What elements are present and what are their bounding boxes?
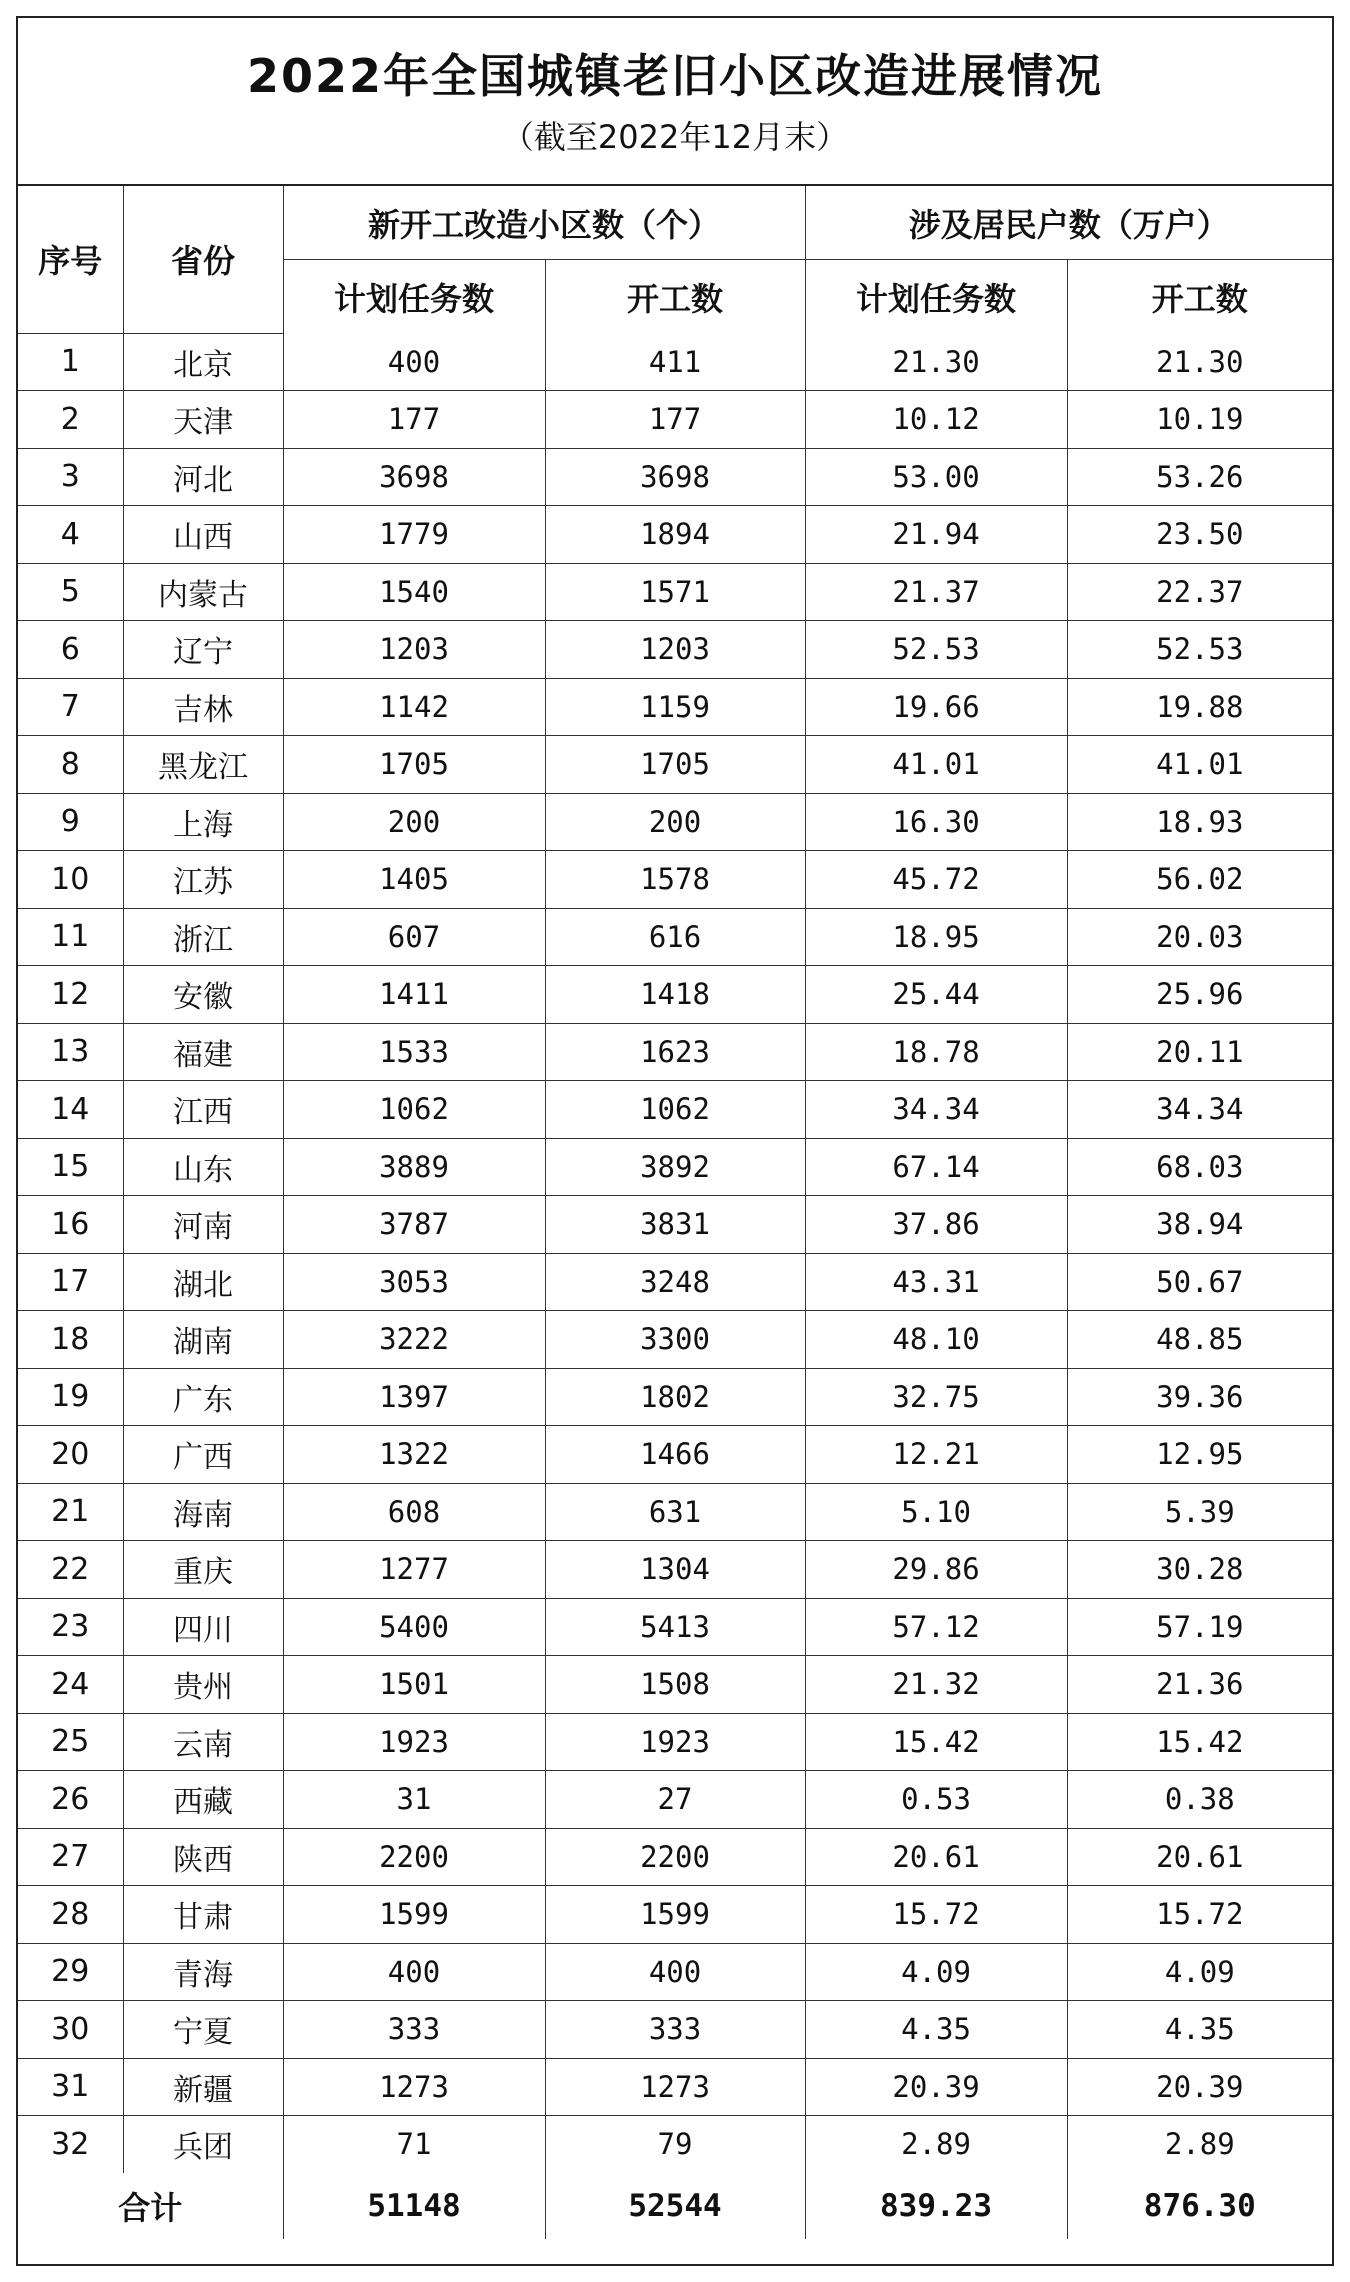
table-row — [18, 1253, 1332, 1311]
cell-plan-communities: 1923 — [283, 1713, 545, 1771]
cell-index: 27 — [18, 1828, 123, 1886]
cell-province: 河南 — [123, 1196, 283, 1254]
cell-plan-communities: 1501 — [283, 1656, 545, 1714]
cell-started-households: 15.72 — [1067, 1886, 1332, 1944]
header-communities-plan: 计划任务数 — [283, 260, 545, 334]
cell-started-communities: 1508 — [545, 1656, 805, 1714]
cell-started-households: 4.09 — [1067, 1943, 1332, 2001]
cell-started-communities: 3248 — [545, 1253, 805, 1311]
cell-plan-households: 67.14 — [805, 1138, 1067, 1196]
cell-plan-communities: 607 — [283, 908, 545, 966]
table-row — [18, 2001, 1332, 2059]
cell-plan-communities: 5400 — [283, 1598, 545, 1656]
cell-plan-households: 48.10 — [805, 1311, 1067, 1369]
cell-plan-households: 0.53 — [805, 1771, 1067, 1829]
cell-plan-communities: 608 — [283, 1483, 545, 1541]
cell-plan-communities: 177 — [283, 391, 545, 449]
cell-started-households: 25.96 — [1067, 966, 1332, 1024]
cell-province: 辽宁 — [123, 621, 283, 679]
cell-started-communities: 1923 — [545, 1713, 805, 1771]
cell-started-communities: 1304 — [545, 1541, 805, 1599]
cell-started-households: 20.11 — [1067, 1023, 1332, 1081]
cell-plan-households: 20.61 — [805, 1828, 1067, 1886]
cell-started-communities: 27 — [545, 1771, 805, 1829]
cell-started-communities: 3892 — [545, 1138, 805, 1196]
cell-province: 新疆 — [123, 2058, 283, 2116]
cell-index: 15 — [18, 1138, 123, 1196]
cell-province: 甘肃 — [123, 1886, 283, 1944]
cell-province: 四川 — [123, 1598, 283, 1656]
cell-province: 贵州 — [123, 1656, 283, 1714]
cell-plan-communities: 333 — [283, 2001, 545, 2059]
cell-plan-households: 43.31 — [805, 1253, 1067, 1311]
cell-index: 31 — [18, 2058, 123, 2116]
cell-started-communities: 616 — [545, 908, 805, 966]
cell-plan-communities: 400 — [283, 1943, 545, 2001]
cell-started-households: 48.85 — [1067, 1311, 1332, 1369]
cell-started-households: 52.53 — [1067, 621, 1332, 679]
cell-started-households: 68.03 — [1067, 1138, 1332, 1196]
cell-started-communities: 411 — [545, 333, 805, 391]
cell-plan-communities: 1203 — [283, 621, 545, 679]
cell-index: 26 — [18, 1771, 123, 1829]
cell-index: 12 — [18, 966, 123, 1024]
table-row — [18, 1081, 1332, 1139]
cell-started-communities: 1159 — [545, 678, 805, 736]
cell-started-households: 57.19 — [1067, 1598, 1332, 1656]
cell-plan-households: 5.10 — [805, 1483, 1067, 1541]
table-row — [18, 851, 1332, 909]
cell-index: 10 — [18, 851, 123, 909]
cell-started-communities: 1578 — [545, 851, 805, 909]
table-row — [18, 1943, 1332, 2001]
header-households-group: 涉及居民户数（万户） — [805, 186, 1332, 260]
table-row — [18, 1023, 1332, 1081]
cell-plan-households: 15.42 — [805, 1713, 1067, 1771]
cell-plan-communities: 1533 — [283, 1023, 545, 1081]
cell-province: 广东 — [123, 1368, 283, 1426]
cell-started-communities: 79 — [545, 2116, 805, 2173]
cell-started-communities: 1705 — [545, 736, 805, 794]
cell-province: 北京 — [123, 333, 283, 391]
table-row — [18, 1138, 1332, 1196]
report-sheet — [16, 16, 1334, 2266]
cell-index: 13 — [18, 1023, 123, 1081]
cell-started-households: 38.94 — [1067, 1196, 1332, 1254]
cell-province: 上海 — [123, 793, 283, 851]
cell-plan-communities: 1779 — [283, 506, 545, 564]
table-row — [18, 736, 1332, 794]
cell-started-households: 10.19 — [1067, 391, 1332, 449]
cell-index: 7 — [18, 678, 123, 736]
cell-province: 天津 — [123, 391, 283, 449]
cell-index: 30 — [18, 2001, 123, 2059]
cell-province: 吉林 — [123, 678, 283, 736]
cell-index: 29 — [18, 1943, 123, 2001]
cell-started-communities: 200 — [545, 793, 805, 851]
cell-index: 5 — [18, 563, 123, 621]
cell-index: 2 — [18, 391, 123, 449]
cell-index: 11 — [18, 908, 123, 966]
table-row — [18, 1598, 1332, 1656]
cell-started-households: 2.89 — [1067, 2116, 1332, 2173]
cell-started-households: 22.37 — [1067, 563, 1332, 621]
cell-province: 山东 — [123, 1138, 283, 1196]
cell-province: 内蒙古 — [123, 563, 283, 621]
cell-index: 21 — [18, 1483, 123, 1541]
cell-plan-households: 45.72 — [805, 851, 1067, 909]
total-plan-households: 839.23 — [805, 2173, 1067, 2239]
cell-plan-households: 4.09 — [805, 1943, 1067, 2001]
cell-plan-communities: 1062 — [283, 1081, 545, 1139]
table-row — [18, 908, 1332, 966]
table-row — [18, 2058, 1332, 2116]
cell-started-communities: 2200 — [545, 1828, 805, 1886]
table-row — [18, 1828, 1332, 1886]
cell-index: 28 — [18, 1886, 123, 1944]
cell-plan-communities: 1322 — [283, 1426, 545, 1484]
cell-started-households: 4.35 — [1067, 2001, 1332, 2059]
cell-plan-communities: 3698 — [283, 448, 545, 506]
cell-started-households: 50.67 — [1067, 1253, 1332, 1311]
cell-province: 青海 — [123, 1943, 283, 2001]
cell-province: 宁夏 — [123, 2001, 283, 2059]
cell-started-households: 34.34 — [1067, 1081, 1332, 1139]
table-row — [18, 333, 1332, 391]
cell-plan-communities: 3889 — [283, 1138, 545, 1196]
cell-province: 浙江 — [123, 908, 283, 966]
table-row — [18, 563, 1332, 621]
cell-province: 重庆 — [123, 1541, 283, 1599]
table-row — [18, 621, 1332, 679]
table-row — [18, 1771, 1332, 1829]
cell-plan-communities: 1277 — [283, 1541, 545, 1599]
total-plan-communities: 51148 — [283, 2173, 545, 2239]
header-communities-started: 开工数 — [545, 260, 805, 334]
table-row — [18, 1713, 1332, 1771]
cell-province: 福建 — [123, 1023, 283, 1081]
cell-plan-communities: 1599 — [283, 1886, 545, 1944]
cell-started-households: 18.93 — [1067, 793, 1332, 851]
cell-plan-communities: 400 — [283, 333, 545, 391]
cell-started-households: 20.39 — [1067, 2058, 1332, 2116]
cell-index: 6 — [18, 621, 123, 679]
cell-plan-communities: 1405 — [283, 851, 545, 909]
cell-started-households: 20.03 — [1067, 908, 1332, 966]
cell-province: 云南 — [123, 1713, 283, 1771]
cell-index: 17 — [18, 1253, 123, 1311]
cell-plan-households: 21.32 — [805, 1656, 1067, 1714]
cell-plan-households: 25.44 — [805, 966, 1067, 1024]
cell-plan-households: 57.12 — [805, 1598, 1067, 1656]
cell-plan-communities: 3787 — [283, 1196, 545, 1254]
cell-plan-households: 2.89 — [805, 2116, 1067, 2173]
cell-started-communities: 1802 — [545, 1368, 805, 1426]
cell-started-communities: 1894 — [545, 506, 805, 564]
cell-started-households: 30.28 — [1067, 1541, 1332, 1599]
cell-province: 西藏 — [123, 1771, 283, 1829]
total-label: 合计 — [18, 2173, 283, 2239]
cell-index: 9 — [18, 793, 123, 851]
cell-started-communities: 3300 — [545, 1311, 805, 1369]
cell-started-households: 19.88 — [1067, 678, 1332, 736]
cell-plan-households: 20.39 — [805, 2058, 1067, 2116]
cell-province: 江西 — [123, 1081, 283, 1139]
cell-plan-households: 4.35 — [805, 2001, 1067, 2059]
cell-index: 32 — [18, 2116, 123, 2173]
cell-plan-households: 41.01 — [805, 736, 1067, 794]
cell-index: 19 — [18, 1368, 123, 1426]
cell-started-communities: 1203 — [545, 621, 805, 679]
cell-started-communities: 3831 — [545, 1196, 805, 1254]
table-row — [18, 1656, 1332, 1714]
table-row — [18, 1311, 1332, 1369]
cell-plan-communities: 1705 — [283, 736, 545, 794]
cell-started-households: 5.39 — [1067, 1483, 1332, 1541]
cell-index: 18 — [18, 1311, 123, 1369]
table-row — [18, 2116, 1332, 2173]
cell-plan-communities: 1540 — [283, 563, 545, 621]
header-index: 序号 — [18, 186, 123, 333]
cell-started-households: 20.61 — [1067, 1828, 1332, 1886]
cell-plan-communities: 1397 — [283, 1368, 545, 1426]
cell-started-communities: 1571 — [545, 563, 805, 621]
cell-started-communities: 631 — [545, 1483, 805, 1541]
cell-plan-households: 15.72 — [805, 1886, 1067, 1944]
cell-started-communities: 3698 — [545, 448, 805, 506]
cell-province: 广西 — [123, 1426, 283, 1484]
cell-plan-households: 19.66 — [805, 678, 1067, 736]
cell-plan-households: 12.21 — [805, 1426, 1067, 1484]
cell-province: 黑龙江 — [123, 736, 283, 794]
cell-province: 湖北 — [123, 1253, 283, 1311]
cell-index: 8 — [18, 736, 123, 794]
cell-plan-communities: 1273 — [283, 2058, 545, 2116]
table-row — [18, 1426, 1332, 1484]
cell-index: 4 — [18, 506, 123, 564]
cell-started-communities: 1599 — [545, 1886, 805, 1944]
cell-started-communities: 177 — [545, 391, 805, 449]
cell-index: 24 — [18, 1656, 123, 1714]
cell-started-communities: 400 — [545, 1943, 805, 2001]
table-row — [18, 793, 1332, 851]
cell-started-households: 21.36 — [1067, 1656, 1332, 1714]
cell-plan-households: 21.94 — [805, 506, 1067, 564]
table-row — [18, 448, 1332, 506]
cell-province: 安徽 — [123, 966, 283, 1024]
table-row — [18, 1886, 1332, 1944]
cell-index: 1 — [18, 333, 123, 391]
total-row — [18, 2173, 1332, 2239]
cell-province: 河北 — [123, 448, 283, 506]
cell-plan-communities: 1142 — [283, 678, 545, 736]
page-title: 2022年全国城镇老旧小区改造进展情况 — [246, 49, 1104, 103]
cell-plan-households: 32.75 — [805, 1368, 1067, 1426]
cell-started-communities: 1623 — [545, 1023, 805, 1081]
cell-started-communities: 1418 — [545, 966, 805, 1024]
cell-province: 山西 — [123, 506, 283, 564]
cell-started-households: 12.95 — [1067, 1426, 1332, 1484]
table-body — [18, 333, 1332, 2173]
cell-started-communities: 1273 — [545, 2058, 805, 2116]
cell-started-households: 41.01 — [1067, 736, 1332, 794]
cell-province: 湖南 — [123, 1311, 283, 1369]
cell-plan-households: 16.30 — [805, 793, 1067, 851]
cell-started-households: 53.26 — [1067, 448, 1332, 506]
cell-plan-households: 34.34 — [805, 1081, 1067, 1139]
table-row — [18, 506, 1332, 564]
cell-started-communities: 1466 — [545, 1426, 805, 1484]
cell-index: 14 — [18, 1081, 123, 1139]
table-row — [18, 1368, 1332, 1426]
cell-started-households: 0.38 — [1067, 1771, 1332, 1829]
cell-plan-households: 18.95 — [805, 908, 1067, 966]
cell-index: 3 — [18, 448, 123, 506]
cell-plan-communities: 71 — [283, 2116, 545, 2173]
header-province: 省份 — [123, 186, 283, 333]
cell-province: 江苏 — [123, 851, 283, 909]
cell-plan-communities: 1411 — [283, 966, 545, 1024]
table-row — [18, 1483, 1332, 1541]
cell-started-communities: 333 — [545, 2001, 805, 2059]
table-row — [18, 678, 1332, 736]
cell-started-communities: 5413 — [545, 1598, 805, 1656]
cell-index: 20 — [18, 1426, 123, 1484]
cell-plan-households: 52.53 — [805, 621, 1067, 679]
header-households-plan: 计划任务数 — [805, 260, 1067, 334]
cell-province: 陕西 — [123, 1828, 283, 1886]
cell-index: 23 — [18, 1598, 123, 1656]
cell-index: 25 — [18, 1713, 123, 1771]
cell-plan-households: 37.86 — [805, 1196, 1067, 1254]
table-row — [18, 966, 1332, 1024]
title-block — [18, 18, 1332, 186]
cell-started-households: 15.42 — [1067, 1713, 1332, 1771]
cell-plan-communities: 3053 — [283, 1253, 545, 1311]
cell-plan-households: 21.37 — [805, 563, 1067, 621]
progress-table — [18, 186, 1332, 2239]
cell-plan-households: 18.78 — [805, 1023, 1067, 1081]
cell-plan-communities: 200 — [283, 793, 545, 851]
total-started-communities: 52544 — [545, 2173, 805, 2239]
table-row — [18, 1541, 1332, 1599]
cell-plan-households: 29.86 — [805, 1541, 1067, 1599]
cell-plan-communities: 3222 — [283, 1311, 545, 1369]
cell-started-households: 56.02 — [1067, 851, 1332, 909]
cell-started-households: 23.50 — [1067, 506, 1332, 564]
cell-plan-communities: 31 — [283, 1771, 545, 1829]
cell-plan-households: 10.12 — [805, 391, 1067, 449]
cell-plan-communities: 2200 — [283, 1828, 545, 1886]
total-started-households: 876.30 — [1067, 2173, 1332, 2239]
header-communities-group: 新开工改造小区数（个） — [283, 186, 805, 260]
cell-started-households: 39.36 — [1067, 1368, 1332, 1426]
table-row — [18, 1196, 1332, 1254]
table-row — [18, 391, 1332, 449]
cell-plan-households: 53.00 — [805, 448, 1067, 506]
page-subtitle: （截至2022年12月末） — [501, 118, 849, 156]
cell-province: 海南 — [123, 1483, 283, 1541]
header-households-started: 开工数 — [1067, 260, 1332, 334]
cell-started-households: 21.30 — [1067, 333, 1332, 391]
cell-index: 22 — [18, 1541, 123, 1599]
cell-index: 16 — [18, 1196, 123, 1254]
cell-started-communities: 1062 — [545, 1081, 805, 1139]
cell-plan-households: 21.30 — [805, 333, 1067, 391]
cell-province: 兵团 — [123, 2116, 283, 2173]
